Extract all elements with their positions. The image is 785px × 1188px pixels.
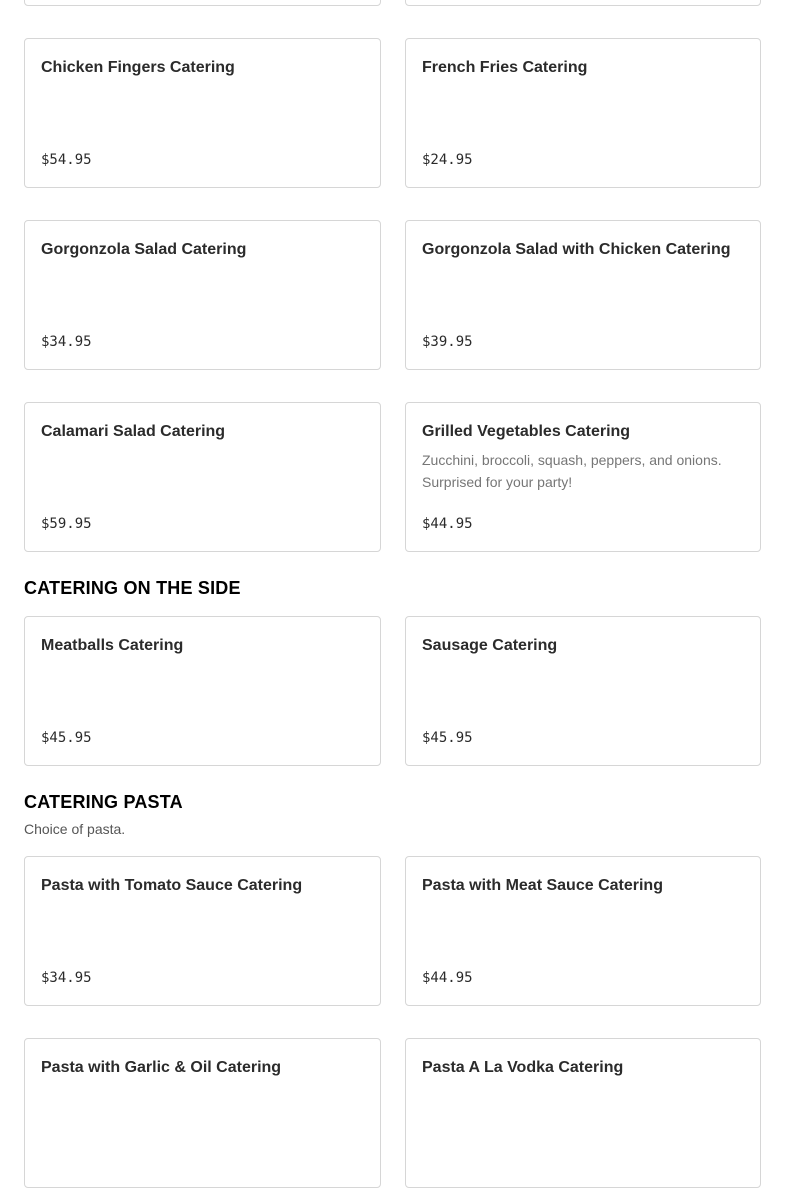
- menu-item-price: $45.95: [422, 730, 473, 746]
- menu-item-price: $39.95: [422, 334, 473, 350]
- menu-item-price: $45.95: [41, 730, 92, 746]
- menu-item-name: Grilled Vegetables Catering: [422, 423, 631, 440]
- menu-item-name: French Fries Catering: [422, 59, 588, 76]
- menu-item-card-french-fries[interactable]: [405, 38, 761, 188]
- menu-item-name: Pasta with Meat Sauce Catering: [422, 877, 663, 894]
- menu-item-name: Pasta with Garlic & Oil Catering: [41, 1059, 282, 1076]
- section-title: CATERING ON THE SIDE: [24, 578, 241, 598]
- menu-item-name: Chicken Fingers Catering: [41, 59, 235, 76]
- menu-item-name: Meatballs Catering: [41, 637, 184, 654]
- menu-item-description: Zucchini, broccoli, squash, peppers, and onions. Surprised for your party!: [422, 452, 722, 490]
- menu-item-card-chicken-fingers[interactable]: [24, 38, 381, 188]
- menu-item-card-calamari-salad[interactable]: [24, 402, 381, 552]
- menu-item-price: $24.95: [422, 152, 473, 168]
- menu-item-name: Gorgonzola Salad Catering: [41, 241, 247, 258]
- menu-item-card-meatballs[interactable]: [24, 616, 381, 766]
- menu-item-card-sausage[interactable]: [405, 616, 761, 766]
- menu-item-card-pasta-meat[interactable]: [405, 856, 761, 1006]
- menu-item-card[interactable]: [405, 0, 761, 6]
- menu-item-name: Pasta with Tomato Sauce Catering: [41, 877, 303, 894]
- menu-item-name: Sausage Catering: [422, 637, 558, 654]
- menu-item-card[interactable]: [24, 0, 381, 6]
- menu-item-card-pasta-vodka[interactable]: [405, 1038, 761, 1188]
- menu-item-card-gorgonzola-salad-chicken[interactable]: [405, 220, 761, 370]
- menu-item-price: $44.95: [422, 970, 473, 986]
- menu-item-price: $34.95: [41, 970, 92, 986]
- menu-item-card-grilled-vegetables[interactable]: [405, 402, 761, 552]
- menu-item-price: $34.95: [41, 334, 92, 350]
- section-subtitle: Choice of pasta.: [24, 821, 126, 837]
- menu-item-card-pasta-tomato[interactable]: [24, 856, 381, 1006]
- menu-item-price: $54.95: [41, 152, 92, 168]
- menu-item-price: $59.95: [41, 516, 92, 532]
- menu-item-card-gorgonzola-salad[interactable]: [24, 220, 381, 370]
- section-title: CATERING PASTA: [24, 792, 183, 812]
- menu-item-name: Calamari Salad Catering: [41, 423, 226, 440]
- menu-item-name: Gorgonzola Salad with Chicken Catering: [422, 241, 731, 258]
- menu-item-card-pasta-garlic-oil[interactable]: [24, 1038, 381, 1188]
- menu-item-name: Pasta A La Vodka Catering: [422, 1059, 624, 1076]
- menu-item-price: $44.95: [422, 516, 473, 532]
